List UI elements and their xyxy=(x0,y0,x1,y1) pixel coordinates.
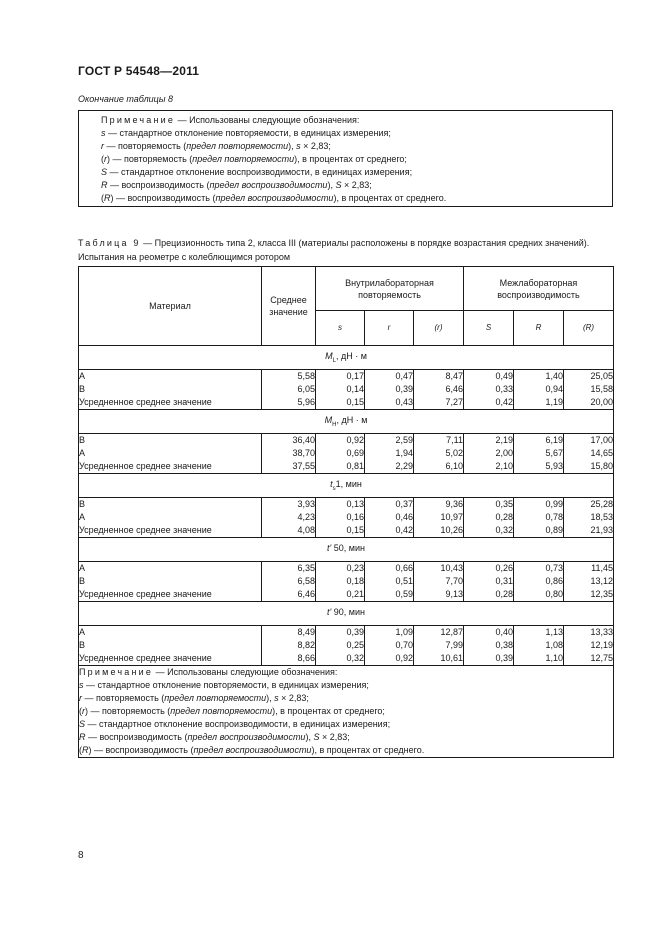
note-text-part: предел повторяемости xyxy=(192,154,295,164)
value: 14,65 xyxy=(590,448,613,458)
section-title xyxy=(79,346,614,370)
note-text-part: — повторяемость ( xyxy=(82,693,165,703)
value-cell xyxy=(262,626,316,666)
value: 7,11 xyxy=(446,435,463,445)
note-line xyxy=(101,140,612,153)
value: 0,31 xyxy=(495,576,513,586)
col-header-repeatability: Внутрилабораторная повторяемость xyxy=(316,267,464,311)
value: 12,19 xyxy=(590,640,613,650)
value: 0,92 xyxy=(395,653,413,663)
col-header-material: Материал xyxy=(79,267,262,346)
value-cell xyxy=(414,434,464,474)
material-name: B xyxy=(79,576,86,586)
material-name: A xyxy=(79,448,86,458)
note-line xyxy=(101,153,612,166)
value: 0,69 xyxy=(346,448,364,458)
value: 6,05 xyxy=(297,384,315,394)
col-header-R-percent: (R) xyxy=(564,311,614,346)
value: 6,46 xyxy=(445,384,463,394)
value: 1,10 xyxy=(545,653,563,663)
material-name: B xyxy=(79,435,86,445)
note-text-part: s xyxy=(79,680,84,690)
table-caption-label: Таблица 9 xyxy=(78,238,141,248)
value-cell xyxy=(262,434,316,474)
section-symbol: t xyxy=(330,479,333,490)
value-cell xyxy=(464,498,514,538)
value: 0,38 xyxy=(495,640,513,650)
value: 0,39 xyxy=(346,627,364,637)
value-cell xyxy=(514,562,564,602)
document-header: ГОСТ Р 54548—2011 xyxy=(78,64,200,78)
note-line xyxy=(101,127,612,140)
value-cell xyxy=(514,498,564,538)
value-cell xyxy=(365,434,414,474)
note-text-part: ( xyxy=(101,154,104,164)
note-line xyxy=(101,179,612,192)
note-text-part: R xyxy=(79,732,86,742)
note-text-part: — повторяемость ( xyxy=(104,141,187,151)
note-text-part: предел повторяемости xyxy=(170,706,273,716)
value: 10,26 xyxy=(440,525,463,535)
value: 1,09 xyxy=(395,627,413,637)
section-unit: 1, мин xyxy=(335,479,362,490)
value-cell xyxy=(316,498,365,538)
note-text-part: r xyxy=(82,706,85,716)
value: 0,89 xyxy=(545,525,563,535)
value: 0,46 xyxy=(395,512,413,522)
value: 0,21 xyxy=(346,589,364,599)
table-caption-text: — Прецизионность типа 2, класса III (материалы расположены в порядке возрастания средних значений). Испытания на реометре с колеблющимся ротором xyxy=(78,238,590,262)
value: 0,28 xyxy=(495,589,513,599)
note-lines xyxy=(101,127,612,205)
value: 8,82 xyxy=(297,640,315,650)
value-cell xyxy=(316,562,365,602)
material-cell xyxy=(79,434,262,474)
note-lead-word: Примечание xyxy=(79,667,154,677)
value: 0,81 xyxy=(346,461,364,471)
material-name: B xyxy=(79,640,86,650)
value: 12,75 xyxy=(590,653,613,663)
note-text-part: S xyxy=(335,180,342,190)
value-cell xyxy=(564,370,614,410)
note-lead-rest: — Использованы следующие обозначения: xyxy=(175,115,360,125)
page-number: 8 xyxy=(78,850,84,861)
section-symbol: t' xyxy=(327,543,332,554)
note-text-part: × 2,83; xyxy=(341,180,372,190)
value: 12,87 xyxy=(440,627,463,637)
note-line xyxy=(79,705,613,718)
note-text-part: ( xyxy=(79,706,82,716)
value: 0,51 xyxy=(395,576,413,586)
note-text-part: предел воспроизводимости xyxy=(209,180,328,190)
value: 38,70 xyxy=(292,448,315,458)
value: 10,43 xyxy=(440,563,463,573)
note-text-part: R xyxy=(101,180,108,190)
material-name: B xyxy=(79,499,86,509)
value-cell xyxy=(262,370,316,410)
value: 20,00 xyxy=(590,397,613,407)
value-cell xyxy=(365,562,414,602)
value: 0,59 xyxy=(395,589,413,599)
note-text-part: — стандартное отклонение воспроизводимости, в единицах измерения; xyxy=(107,167,413,177)
value: 36,40 xyxy=(292,435,315,445)
value: 7,99 xyxy=(445,640,463,650)
section-title xyxy=(79,410,614,434)
value-cell xyxy=(464,434,514,474)
value: 10,61 xyxy=(440,653,463,663)
value: 0,25 xyxy=(346,640,364,650)
value: 0,73 xyxy=(545,563,563,573)
value: 0,13 xyxy=(346,499,364,509)
value: 9,36 xyxy=(445,499,463,509)
value: 1,19 xyxy=(545,397,563,407)
value: 6,46 xyxy=(297,589,315,599)
note-line xyxy=(79,718,613,731)
note-text-part: — воспроизводимость ( xyxy=(107,180,210,190)
table-data-row-group xyxy=(79,434,614,474)
value-cell xyxy=(365,626,414,666)
value: 0,37 xyxy=(395,499,413,509)
value: 10,97 xyxy=(440,512,463,522)
value: 0,42 xyxy=(495,397,513,407)
table-continuation-label: Окончание таблицы 8 xyxy=(78,94,173,104)
table-data-row-group xyxy=(79,626,614,666)
section-subscript: s xyxy=(332,485,336,492)
note-text-part: ), xyxy=(266,693,275,703)
section-title xyxy=(79,602,614,626)
value: 8,49 xyxy=(297,627,315,637)
note-text-part: — стандартное отклонение повторяемости, в единицах измерения; xyxy=(83,680,369,690)
note-text-part: ) — повторяемость ( xyxy=(85,706,171,716)
material-name: A xyxy=(79,512,86,522)
value: 5,96 xyxy=(297,397,315,407)
note-text-part: × 2,83; xyxy=(319,732,350,742)
value-cell xyxy=(316,370,365,410)
value: 5,58 xyxy=(297,371,315,381)
note-text-part: R xyxy=(104,193,111,203)
value: 4,08 xyxy=(297,525,315,535)
note-text-part: R xyxy=(82,745,89,755)
note-text-part: — стандартное отклонение воспроизводимости, в единицах измерения; xyxy=(85,719,391,729)
value: 5,02 xyxy=(445,448,463,458)
value: 6,58 xyxy=(297,576,315,586)
note-text-part: ), в процентах от среднего; xyxy=(272,706,385,716)
material-cell xyxy=(79,562,262,602)
value: 0,32 xyxy=(346,653,364,663)
note-text-part: ), xyxy=(288,141,297,151)
value: 5,93 xyxy=(545,461,563,471)
note-text-part: ) — воспроизводимость ( xyxy=(88,745,194,755)
value: 0,15 xyxy=(346,397,364,407)
value: 8,47 xyxy=(445,371,463,381)
precision-table xyxy=(78,266,614,758)
section-unit: , дН · м xyxy=(336,415,368,426)
note-text-part: ) — воспроизводимость ( xyxy=(110,193,216,203)
value: 5,67 xyxy=(545,448,563,458)
value: 0,70 xyxy=(395,640,413,650)
value: 0,92 xyxy=(346,435,364,445)
material-name: Усредненное среднее значение xyxy=(79,653,212,663)
note-line xyxy=(79,679,613,692)
value: 2,59 xyxy=(395,435,413,445)
value: 4,23 xyxy=(297,512,315,522)
value: 6,19 xyxy=(545,435,563,445)
material-cell xyxy=(79,498,262,538)
note-text-part: ( xyxy=(79,745,82,755)
value: 1,40 xyxy=(545,371,563,381)
value: 2,10 xyxy=(495,461,513,471)
value: 0,16 xyxy=(346,512,364,522)
section-header-row xyxy=(79,346,614,370)
note-line xyxy=(79,731,613,744)
note-text-part: s xyxy=(274,693,279,703)
note-text-part: r xyxy=(101,141,104,151)
value: 6,10 xyxy=(445,461,463,471)
note-text-part: ), в процентах от среднего. xyxy=(333,193,447,203)
section-symbol: M xyxy=(325,351,333,362)
note-box-top xyxy=(78,110,613,207)
value: 0,49 xyxy=(495,371,513,381)
value-cell xyxy=(464,562,514,602)
note-line xyxy=(101,166,612,179)
value: 0,23 xyxy=(346,563,364,573)
note-text-part: — воспроизводимость ( xyxy=(85,732,188,742)
material-name: Усредненное среднее значение xyxy=(79,525,212,535)
value: 0,94 xyxy=(545,384,563,394)
col-header-R: R xyxy=(514,311,564,346)
note-text-part: ), в процентах от среднего; xyxy=(294,154,407,164)
material-cell xyxy=(79,370,262,410)
section-header-row xyxy=(79,474,614,498)
note-text-part: ), xyxy=(327,180,336,190)
note-box-bottom xyxy=(79,666,614,758)
note-text-part: предел повторяемости xyxy=(164,693,267,703)
note-lead xyxy=(101,114,612,127)
value: 7,27 xyxy=(445,397,463,407)
value: 25,28 xyxy=(590,499,613,509)
col-header-reproducibility: Межлабораторная воспроизводимость xyxy=(464,267,614,311)
value: 0,78 xyxy=(545,512,563,522)
value-cell xyxy=(564,434,614,474)
value: 2,00 xyxy=(495,448,513,458)
value: 0,17 xyxy=(346,371,364,381)
col-header-mean: Среднее значение xyxy=(262,267,316,346)
material-cell xyxy=(79,626,262,666)
value: 7,70 xyxy=(445,576,463,586)
section-header-row xyxy=(79,410,614,434)
note-lead xyxy=(79,666,613,679)
note-text-part: r xyxy=(104,154,107,164)
value: 0,15 xyxy=(346,525,364,535)
note-text-part: предел воспроизводимости xyxy=(193,745,312,755)
value-cell xyxy=(262,498,316,538)
note-lead-rest: — Использованы следующие обозначения: xyxy=(153,667,338,677)
value: 15,58 xyxy=(590,384,613,394)
table-data-row-group xyxy=(79,498,614,538)
value-cell xyxy=(262,562,316,602)
value-cell xyxy=(464,626,514,666)
material-name: Усредненное среднее значение xyxy=(79,397,212,407)
note-text-part: — стандартное отклонение повторяемости, в единицах измерения; xyxy=(105,128,391,138)
note-lines xyxy=(79,679,613,757)
section-header-row xyxy=(79,602,614,626)
value: 0,39 xyxy=(495,653,513,663)
value-cell xyxy=(514,434,564,474)
value: 0,40 xyxy=(495,627,513,637)
table-caption xyxy=(78,236,618,264)
value: 6,35 xyxy=(297,563,315,573)
value: 15,80 xyxy=(590,461,613,471)
value: 0,33 xyxy=(495,384,513,394)
value: 8,66 xyxy=(297,653,315,663)
value: 0,66 xyxy=(395,563,413,573)
value: 3,93 xyxy=(297,499,315,509)
value: 25,05 xyxy=(590,371,613,381)
col-header-r-percent: (r) xyxy=(414,311,464,346)
note-text-part: × 2,83; xyxy=(278,693,309,703)
section-subscript: L xyxy=(332,357,336,364)
value: 0,39 xyxy=(395,384,413,394)
section-unit: , дН · м xyxy=(335,351,367,362)
value: 0,18 xyxy=(346,576,364,586)
value-cell xyxy=(414,498,464,538)
col-header-r: r xyxy=(365,311,414,346)
value-cell xyxy=(514,626,564,666)
value-cell xyxy=(464,370,514,410)
note-text-part: ( xyxy=(101,193,104,203)
value: 0,32 xyxy=(495,525,513,535)
section-title xyxy=(79,474,614,498)
note-text-part: r xyxy=(79,693,82,703)
value: 37,55 xyxy=(292,461,315,471)
section-symbol: M xyxy=(324,415,333,426)
col-header-S: S xyxy=(464,311,514,346)
value-cell xyxy=(316,434,365,474)
note-text-part: предел воспроизводимости xyxy=(215,193,334,203)
note-text-part: s xyxy=(296,141,301,151)
section-unit: 90, мин xyxy=(331,607,365,618)
value: 0,80 xyxy=(545,589,563,599)
value-cell xyxy=(564,626,614,666)
value: 0,43 xyxy=(395,397,413,407)
note-lead-word: Примечание xyxy=(101,115,176,125)
note-text-part: S xyxy=(79,719,86,729)
note-text-part: × 2,83; xyxy=(300,141,331,151)
value: 2,29 xyxy=(395,461,413,471)
value-cell xyxy=(564,498,614,538)
value-cell xyxy=(414,562,464,602)
value: 0,28 xyxy=(495,512,513,522)
value-cell xyxy=(564,562,614,602)
value: 9,13 xyxy=(445,589,463,599)
section-subscript: H xyxy=(332,421,337,428)
note-text-part: ), в процентах от среднего. xyxy=(311,745,425,755)
value: 13,33 xyxy=(590,627,613,637)
value-cell xyxy=(414,626,464,666)
value: 1,08 xyxy=(545,640,563,650)
section-unit: 50, мин xyxy=(331,543,365,554)
material-name: Усредненное среднее значение xyxy=(79,589,212,599)
value-cell xyxy=(316,626,365,666)
note-text-part: предел повторяемости xyxy=(186,141,289,151)
value: 21,93 xyxy=(590,525,613,535)
value: 17,00 xyxy=(590,435,613,445)
value: 0,14 xyxy=(346,384,364,394)
note-text-part: S xyxy=(101,167,108,177)
note-line xyxy=(101,192,612,205)
material-name: Усредненное среднее значение xyxy=(79,461,212,471)
note-text-part: s xyxy=(101,128,106,138)
value-cell xyxy=(514,370,564,410)
material-name: B xyxy=(79,384,86,394)
note-text-part: ) — повторяемость ( xyxy=(107,154,193,164)
section-header-row xyxy=(79,538,614,562)
value: 1,13 xyxy=(545,627,563,637)
value: 0,99 xyxy=(545,499,563,509)
table-data-row-group xyxy=(79,370,614,410)
note-text-part: предел воспроизводимости xyxy=(187,732,306,742)
value: 18,53 xyxy=(590,512,613,522)
material-name: A xyxy=(79,563,86,573)
section-symbol: t' xyxy=(327,607,332,618)
value: 2,19 xyxy=(495,435,513,445)
value: 0,86 xyxy=(545,576,563,586)
value: 0,47 xyxy=(395,371,413,381)
value: 0,26 xyxy=(495,563,513,573)
table-data-row-group xyxy=(79,562,614,602)
note-line xyxy=(79,744,613,757)
col-header-s: s xyxy=(316,311,365,346)
note-text-part: S xyxy=(313,732,320,742)
value: 0,42 xyxy=(395,525,413,535)
note-line xyxy=(79,692,613,705)
material-name: A xyxy=(79,627,86,637)
value: 0,35 xyxy=(495,499,513,509)
value-cell xyxy=(365,498,414,538)
section-title xyxy=(79,538,614,562)
value: 13,12 xyxy=(590,576,613,586)
table-body xyxy=(79,346,614,666)
value-cell xyxy=(365,370,414,410)
material-name: A xyxy=(79,371,86,381)
value: 12,35 xyxy=(590,589,613,599)
note-text-part: ), xyxy=(305,732,314,742)
value: 11,45 xyxy=(591,563,613,573)
value-cell xyxy=(414,370,464,410)
value: 1,94 xyxy=(395,448,413,458)
